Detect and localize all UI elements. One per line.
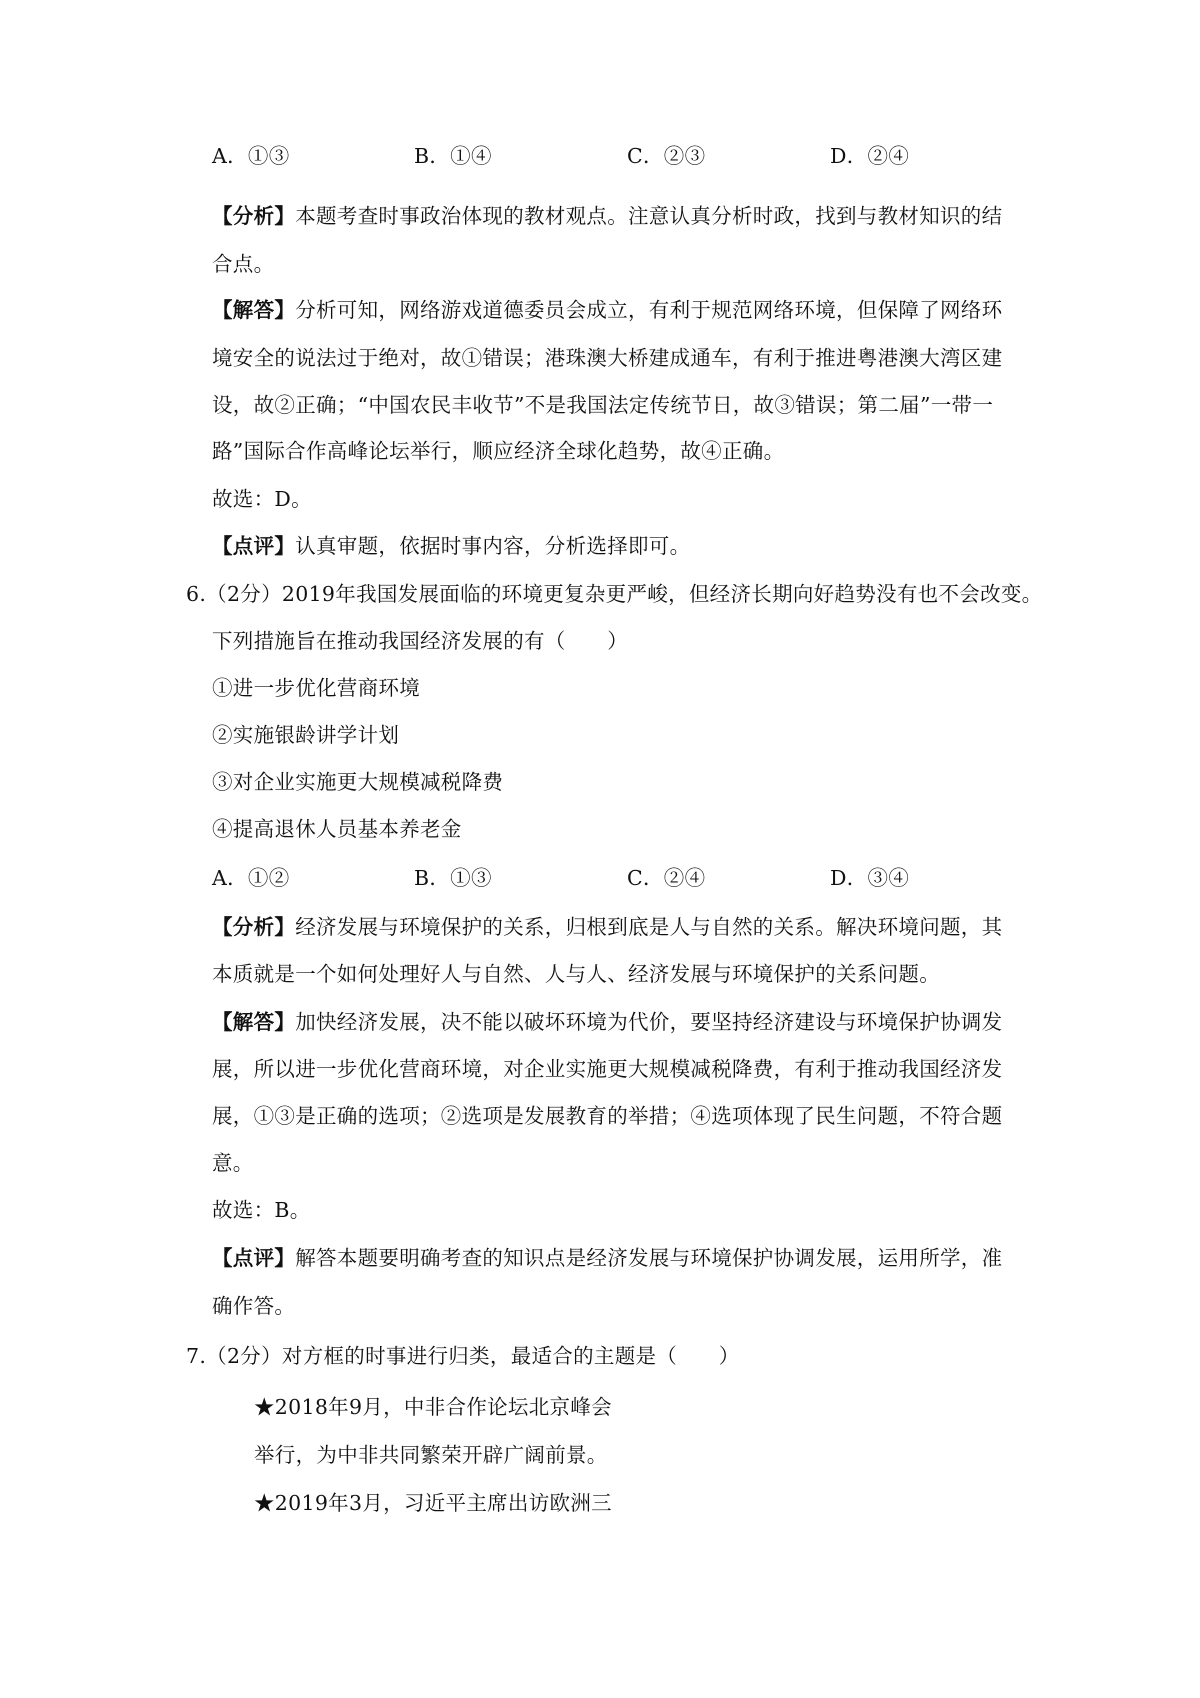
q6-comment <box>212 1244 1032 1272</box>
q6-item-3: ③对企业实施更大规模减税降费 <box>212 770 504 794</box>
q6-option-d: D．③④ <box>830 866 910 890</box>
q6-stem: 6.（2分）2019年我国发展面临的环境更复杂更严峻，但经济长期向好趋势没有也不会改变。 <box>186 582 1043 606</box>
q5-analysis-line-2: 合点。 <box>212 252 275 276</box>
answer-text: 分析可知，网络游戏道德委员会成立，有利于规范网络环境，但保障了网络环 <box>295 298 1003 322</box>
q6-option-a: A．①② <box>212 866 290 890</box>
q6-item-4: ④提高退休人员基本养老金 <box>212 817 462 841</box>
q6-stem-line-2: 下列措施旨在推动我国经济发展的有（ ） <box>212 629 628 653</box>
comment-text: 解答本题要明确考查的知识点是经济发展与环境保护协调发展，运用所学，准 <box>295 1246 1003 1270</box>
q5-option-a: A．①③ <box>212 144 290 168</box>
q6-answer-line-3: 展，①③是正确的选项；②选项是发展教育的举措；④选项体现了民生问题，不符合题 <box>212 1104 1003 1128</box>
q6-answer-line-2: 展，所以进一步优化营商环境，对企业实施更大规模减税降费，有利于推动我国经济发 <box>212 1057 1003 1081</box>
q5-option-c: C．②③ <box>627 144 706 168</box>
q6-option-c: C．②④ <box>627 866 706 890</box>
comment-tag: 【点评】 <box>212 534 296 558</box>
analysis-tag: 【分析】 <box>212 915 296 939</box>
answer-tag: 【解答】 <box>212 298 296 322</box>
comment-tag: 【点评】 <box>212 1246 296 1270</box>
q6-comment-line-2: 确作答。 <box>212 1294 296 1318</box>
q6-answer-line-4: 意。 <box>212 1151 254 1175</box>
q6-answer <box>212 1008 1032 1036</box>
q5-answer-line-3: 设，故②正确；“中国农民丰收节”不是我国法定传统节日，故③错误；第二届”一带一 <box>212 393 994 417</box>
q6-item-2: ②实施银龄讲学计划 <box>212 723 400 747</box>
comment-text: 认真审题，依据时事内容，分析选择即可。 <box>295 534 691 558</box>
q5-answer-line-2: 境安全的说法过于绝对，故①错误；港珠澳大桥建成通车，有利于推进粤港澳大湾区建 <box>212 346 1003 370</box>
q6-item-1: ①进一步优化营商环境 <box>212 676 420 700</box>
analysis-text: 本题考查时事政治体现的教材观点。注意认真分析时政，找到与教材知识的结 <box>295 204 1003 228</box>
answer-text: 加快经济发展，决不能以破坏环境为代价，要坚持经济建设与环境保护协调发 <box>295 1010 1003 1034</box>
q5-answer-line-4: 路”国际合作高峰论坛举行，顺应经济全球化趋势，故④正确。 <box>212 439 785 463</box>
analysis-text: 经济发展与环境保护的关系，归根到底是人与自然的关系。解决环境问题，其 <box>295 915 1003 939</box>
q5-choice: 故选：D。 <box>212 487 312 511</box>
q7-box-line-1: ★2018年9月，中非合作论坛北京峰会 <box>254 1395 612 1419</box>
q7-box-line-2: 举行，为中非共同繁荣开辟广阔前景。 <box>254 1443 608 1467</box>
q5-comment <box>212 532 1032 560</box>
q5-option-d: D．②④ <box>830 144 910 168</box>
analysis-tag: 【分析】 <box>212 204 296 228</box>
q5-option-b: B．①④ <box>414 144 492 168</box>
q5-analysis <box>212 202 1032 230</box>
q6-option-b: B．①③ <box>414 866 492 890</box>
q7-stem: 7.（2分）对方框的时事进行归类，最适合的主题是（ ） <box>186 1344 740 1368</box>
q6-analysis-line-2: 本质就是一个如何处理好人与自然、人与人、经济发展与环境保护的关系问题。 <box>212 962 940 986</box>
q5-answer <box>212 296 1032 324</box>
answer-tag: 【解答】 <box>212 1010 296 1034</box>
q7-box-line-3: ★2019年3月，习近平主席出访欧洲三 <box>254 1491 612 1515</box>
q6-analysis <box>212 913 1032 941</box>
q6-choice: 故选：B。 <box>212 1198 311 1222</box>
